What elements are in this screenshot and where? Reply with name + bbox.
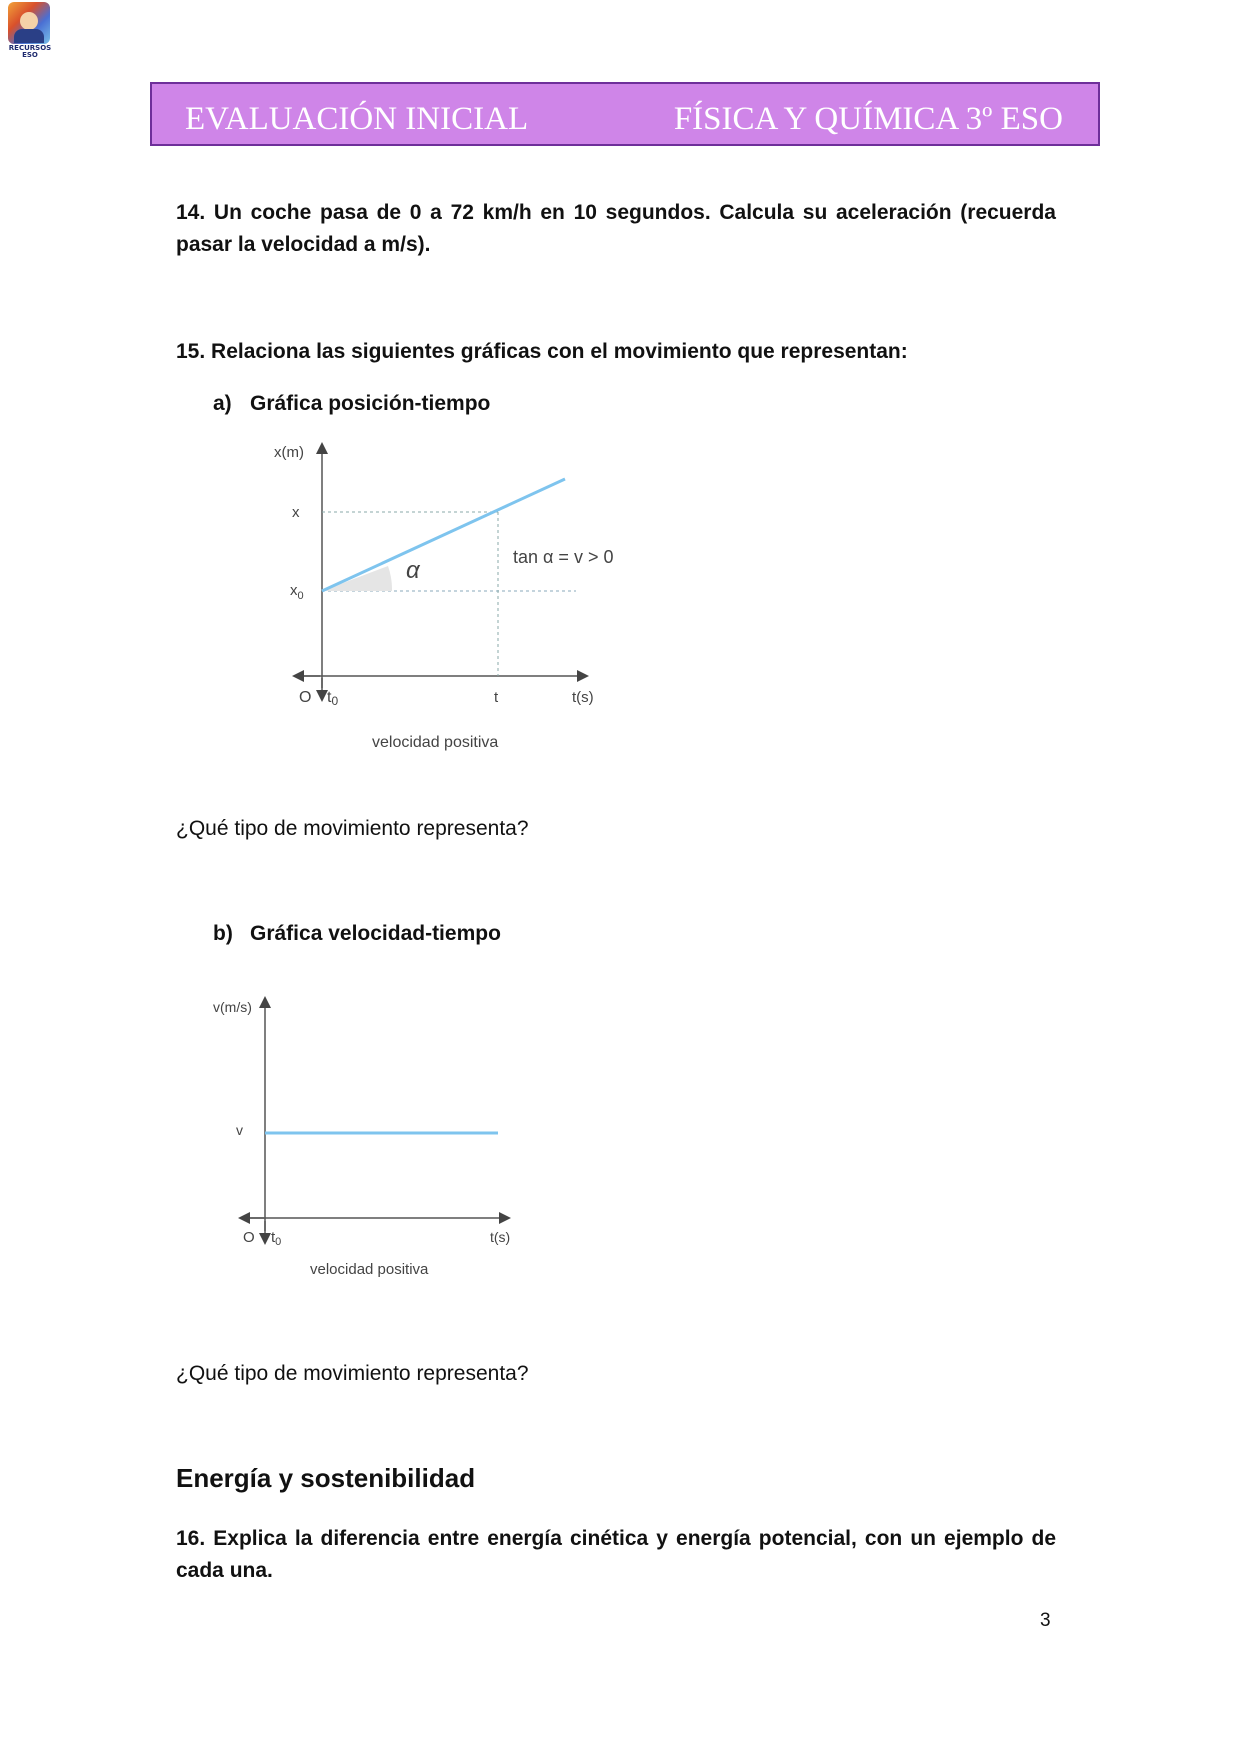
subquestion-b — [213, 922, 501, 946]
subquestion-b-label: b) — [213, 922, 233, 945]
x-tick-t0-sub: 0 — [275, 1236, 282, 1248]
position-line — [322, 479, 565, 591]
velocity-time-chart — [200, 985, 540, 1295]
subquestion-a — [213, 392, 490, 416]
question-14: 14. Un coche pasa de 0 a 72 km/h en 10 segundos. Calcula su aceleración (recuerda pasar la velocidad a m/s). — [176, 201, 1056, 256]
question-16: 16. Explica la diferencia entre energía cinética y energía potencial, con un ejemplo de cada una. — [176, 1527, 1056, 1582]
logo-text-line2: ESO — [22, 51, 38, 59]
y-tick-x0-base: x — [290, 582, 298, 599]
chart-caption: velocidad positiva — [372, 734, 499, 751]
logo-text — [8, 45, 52, 59]
subquestion-b-title: Gráfica velocidad-tiempo — [250, 922, 501, 945]
question-15b-prompt: ¿Qué tipo de movimiento representa? — [176, 1362, 529, 1385]
page-header — [150, 82, 1100, 146]
section-title: Energía y sostenibilidad — [176, 1463, 476, 1493]
page-number: 3 — [1040, 1610, 1051, 1631]
x-tick-t: t — [494, 689, 499, 706]
position-time-chart — [250, 430, 630, 760]
x-tick-t0-base: t — [327, 689, 332, 706]
y-axis-label: x(m) — [274, 444, 304, 461]
x-tick-t0 — [271, 1229, 281, 1248]
x-tick-t0 — [327, 689, 338, 708]
slope-annotation: tan α = v > 0 — [513, 547, 614, 567]
x-tick-t0-base: t — [271, 1229, 276, 1246]
x-axis-label: t(s) — [572, 689, 594, 706]
origin-label: O — [299, 689, 312, 706]
question-15a-prompt: ¿Qué tipo de movimiento representa? — [176, 817, 529, 840]
header-title-right: FÍSICA Y QUÍMICA 3º ESO — [673, 101, 1063, 137]
x-tick-t0-sub: 0 — [331, 694, 339, 708]
logo-image — [8, 2, 50, 44]
y-tick-x: x — [292, 504, 300, 521]
recursos-eso-logo — [8, 2, 52, 58]
y-tick-v: v — [236, 1122, 243, 1138]
subquestion-a-title: Gráfica posición-tiempo — [250, 392, 491, 415]
chart-caption: velocidad positiva — [310, 1261, 429, 1278]
subquestion-a-label: a) — [213, 392, 232, 415]
y-axis-label: v(m/s) — [213, 999, 252, 1015]
header-title-left: EVALUACIÓN INICIAL — [185, 101, 529, 137]
y-tick-x0-sub: 0 — [297, 590, 304, 602]
logo-text-line1: RECURSOS — [8, 44, 52, 52]
y-tick-x0 — [290, 582, 304, 602]
question-15: 15. Relaciona las siguientes gráficas con el movimiento que representan: — [176, 340, 908, 363]
origin-label: O — [243, 1229, 255, 1246]
angle-label: α — [406, 557, 420, 584]
x-axis-label: t(s) — [490, 1229, 511, 1245]
